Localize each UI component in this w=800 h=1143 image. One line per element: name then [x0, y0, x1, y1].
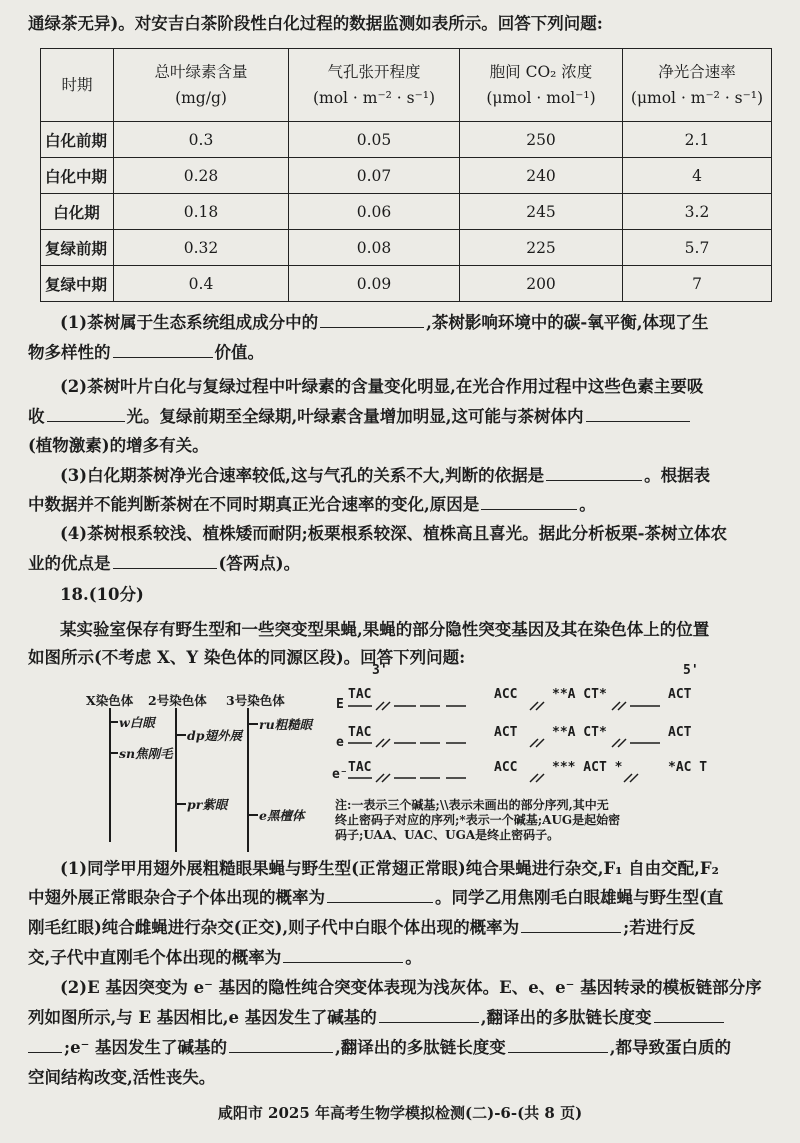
- q18-heading: 18.(10分): [60, 585, 144, 604]
- seq-e-3: **A CT*: [552, 725, 607, 740]
- q18-2-line2: [28, 1004, 772, 1032]
- answer-blank: [229, 1034, 333, 1053]
- answer-blank: [481, 491, 577, 510]
- cell-rate: 3.2: [623, 194, 772, 230]
- cell-co2: 200: [460, 266, 623, 302]
- answer-blank: [654, 1004, 724, 1023]
- label-x-chromosome: X染色体: [86, 693, 134, 708]
- cell-co2: 245: [460, 194, 623, 230]
- q18-1-line4: [28, 944, 772, 972]
- figure-note-line2: 终止密码子对应的序列;*表示一个碱基;AUG是起始密: [335, 813, 621, 827]
- table-row: [41, 122, 772, 158]
- q17-4-line2: [28, 550, 772, 578]
- chromosome-figure: [0, 660, 800, 860]
- end-3prime: 3': [372, 663, 388, 678]
- text: 。同学乙用焦刚毛白眼雄蝇与野生型(直: [435, 888, 724, 907]
- cell-rate: 2.1: [623, 122, 772, 158]
- cell-period: 白化中期: [41, 158, 114, 194]
- q17-4-line1: (4)茶树根系较浅、植株矮而耐阴;板栗根系较深、植株高且喜光。据此分析板栗-茶树立体农: [60, 524, 728, 543]
- table-row: [41, 158, 772, 194]
- q17-3-line2: [28, 491, 772, 519]
- answer-blank: [47, 403, 125, 422]
- text: ;e⁻ 基因发生了碱基的: [64, 1038, 228, 1057]
- answer-blank: [320, 309, 424, 328]
- cell-chl: 0.28: [114, 158, 289, 194]
- q18-2-line1: (2)E 基因突变为 e⁻ 基因的隐性纯合突变体表现为浅灰体。E、e、e⁻ 基因转录的模板链部分序: [60, 978, 762, 997]
- cell-period: 白化前期: [41, 122, 114, 158]
- answer-blank: [28, 1034, 62, 1053]
- header-chlorophyll: 总叶绿素含量 (mg/g): [114, 49, 289, 122]
- text: ,翻译出的多肽链长度变: [335, 1038, 506, 1057]
- seq-em-4: *AC T: [668, 760, 708, 775]
- cell-chl: 0.3: [114, 122, 289, 158]
- q18-2-line3: [28, 1034, 772, 1062]
- answer-blank: [379, 1004, 479, 1023]
- table-row: [41, 194, 772, 230]
- cell-stoma: 0.05: [289, 122, 460, 158]
- intro-text: 通绿茶无异)。对安吉白茶阶段性白化过程的数据监测如表所示。回答下列问题:: [28, 14, 603, 33]
- text: (3)白化期茶树净光合速率较低,这与气孔的关系不大,判断的依据是: [60, 466, 545, 485]
- text: 光。复绿前期至全绿期,叶绿素含量增加明显,这可能与茶树体内: [126, 407, 584, 426]
- q18-1-line2: [28, 884, 772, 912]
- text: ,都导致蛋白质的: [609, 1038, 732, 1057]
- cell-stoma: 0.09: [289, 266, 460, 302]
- table-header-row: [41, 49, 772, 122]
- text: 刚毛红眼)纯合雌蝇进行杂交(正交),则子代中白眼个体出现的概率为: [28, 918, 520, 937]
- seq-e-1: TAC: [348, 725, 372, 740]
- seq-E-4: ACT: [668, 687, 692, 702]
- cell-chl: 0.32: [114, 230, 289, 266]
- header-period: 时期: [41, 49, 114, 122]
- cell-co2: 250: [460, 122, 623, 158]
- label-chromosome-2: 2号染色体: [148, 693, 207, 708]
- gene-sn: sn焦刚毛: [119, 746, 173, 761]
- text: 。: [579, 495, 596, 514]
- text: 中翅外展正常眼杂合子个体出现的概率为: [28, 888, 325, 907]
- q17-2-line1: (2)茶树叶片白化与复绿过程中叶绿素的含量变化明显,在光合作用过程中这些色素主要吸: [60, 377, 704, 396]
- answer-blank: [521, 914, 621, 933]
- seq-label-e: e: [336, 735, 344, 750]
- q18-1-line1: (1)同学甲用翅外展粗糙眼果蝇与野生型(正常翅正常眼)纯合果蝇进行杂交,F₁ 自由交配,F₂: [60, 859, 719, 878]
- data-table: [40, 48, 772, 302]
- answer-blank: [283, 944, 403, 963]
- q17-3-line1: [60, 462, 772, 490]
- cell-stoma: 0.08: [289, 230, 460, 266]
- figure-note-line1: 注:一表示三个碱基;\\表示未画出的部分序列,其中无: [335, 798, 609, 812]
- text: (答两点)。: [218, 554, 301, 573]
- cell-rate: 7: [623, 266, 772, 302]
- cell-rate: 4: [623, 158, 772, 194]
- figure-note-line3: 码子;UAA、UAC、UGA是终止密码子。: [335, 828, 560, 842]
- cell-stoma: 0.07: [289, 158, 460, 194]
- seq-label-E: E: [336, 697, 344, 712]
- gene-w: w白眼: [119, 715, 155, 730]
- gene-pr: pr紫眼: [187, 797, 228, 812]
- q17-2-line2: [28, 403, 772, 431]
- text: 物多样性的: [28, 343, 111, 362]
- q18-stem-line1: 某实验室保存有野生型和一些突变型果蝇,果蝇的部分隐性突变基因及其在染色体上的位置: [60, 620, 710, 639]
- cell-co2: 225: [460, 230, 623, 266]
- text: 列如图所示,与 E 基因相比,e 基因发生了碱基的: [28, 1008, 377, 1027]
- text: 价值。: [214, 343, 264, 362]
- table-row: [41, 230, 772, 266]
- seq-e-2: ACT: [494, 725, 518, 740]
- answer-blank: [113, 550, 217, 569]
- cell-co2: 240: [460, 158, 623, 194]
- gene-ru: ru粗糙眼: [259, 717, 313, 732]
- header-stomata: 气孔张开程度 (mol · m⁻² · s⁻¹): [289, 49, 460, 122]
- q18-1-line3: [28, 914, 772, 942]
- text: ;若进行反: [623, 918, 696, 937]
- page-footer: 咸阳市 2025 年高考生物学模拟检测(二)-6-(共 8 页): [217, 1104, 583, 1122]
- cell-chl: 0.18: [114, 194, 289, 230]
- answer-blank: [546, 462, 642, 481]
- q17-2-line3: (植物激素)的增多有关。: [28, 436, 209, 455]
- gene-dp: dp翅外展: [187, 728, 242, 743]
- cell-rate: 5.7: [623, 230, 772, 266]
- text: 业的优点是: [28, 554, 111, 573]
- q18-stem-line2: 如图所示(不考虑 X、Y 染色体的同源区段)。回答下列问题:: [28, 648, 466, 667]
- text: ,茶树影响环境中的碳-氧平衡,体现了生: [426, 313, 709, 332]
- text: ,翻译出的多肽链长度变: [480, 1008, 652, 1027]
- answer-blank: [327, 884, 433, 903]
- q18-2-line4: 空间结构改变,活性丧失。: [28, 1068, 216, 1087]
- seq-e-4: ACT: [668, 725, 692, 740]
- answer-blank: [586, 403, 690, 422]
- seq-E-2: ACC: [494, 687, 518, 702]
- cell-stoma: 0.06: [289, 194, 460, 230]
- seq-E-3: **A CT*: [552, 687, 607, 702]
- q17-1-line2: [28, 339, 772, 367]
- label-chromosome-3: 3号染色体: [226, 693, 285, 708]
- cell-period: 白化期: [41, 194, 114, 230]
- end-5prime: 5': [683, 663, 699, 678]
- gene-e: e黑檀体: [259, 808, 305, 823]
- text: 收: [28, 407, 45, 426]
- cell-period: 复绿中期: [41, 266, 114, 302]
- text: 交,子代中直刚毛个体出现的概率为: [28, 948, 282, 967]
- seq-E-1: TAC: [348, 687, 372, 702]
- cell-period: 复绿前期: [41, 230, 114, 266]
- seq-em-3: *** ACT *: [552, 760, 623, 775]
- text: 。根据表: [644, 466, 711, 485]
- answer-blank: [508, 1034, 608, 1053]
- seq-em-1: TAC: [348, 760, 372, 775]
- seq-em-2: ACC: [494, 760, 518, 775]
- table-row: [41, 266, 772, 302]
- header-co2: 胞间 CO₂ 浓度 (μmol · mol⁻¹): [460, 49, 623, 122]
- header-net-rate: 净光合速率 (μmol · m⁻² · s⁻¹): [623, 49, 772, 122]
- answer-blank: [113, 339, 213, 358]
- cell-chl: 0.4: [114, 266, 289, 302]
- seq-label-e-minus: e⁻: [332, 767, 348, 782]
- q17-1-line1: [60, 309, 772, 337]
- text: (1)茶树属于生态系统组成成分中的: [60, 313, 319, 332]
- text: 中数据并不能判断茶树在不同时期真正光合速率的变化,原因是: [28, 495, 480, 514]
- text: 。: [405, 948, 422, 967]
